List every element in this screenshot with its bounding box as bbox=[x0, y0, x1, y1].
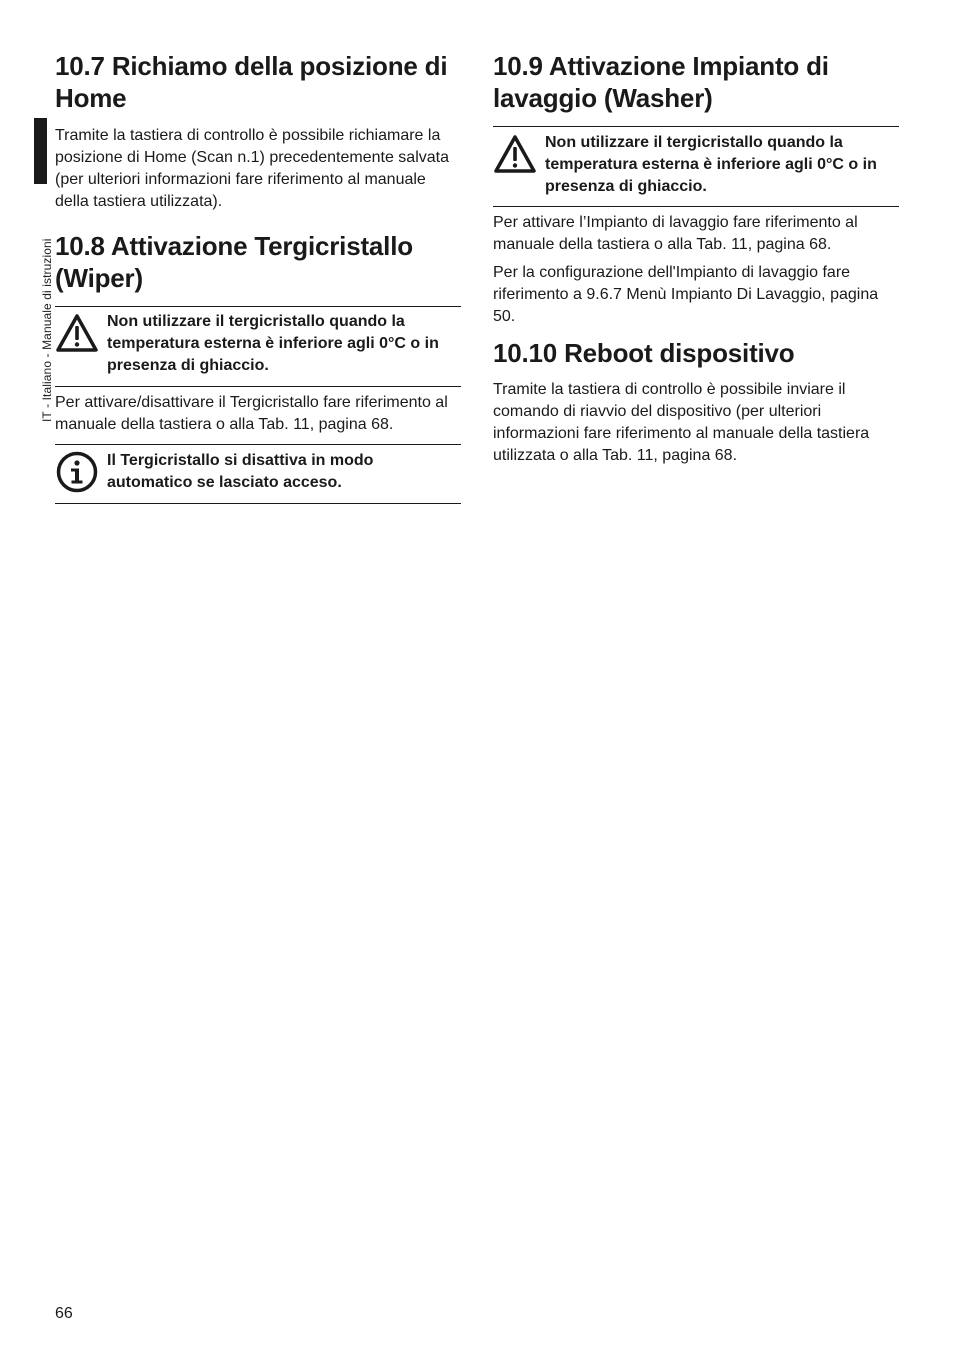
warning-triangle-icon bbox=[55, 311, 99, 355]
info-circle-icon bbox=[55, 450, 99, 494]
section-body-10-9-a: Per attivare l’Impianto di lavaggio fare riferimento al manuale della tastiera o alla Tab. 11, pagina 68. bbox=[493, 214, 858, 253]
section-body-10-8: Per attivare/disattivare il Tergicristallo fare riferimento al manuale della tastiera o alla Tab. 11, pagina 68. bbox=[55, 394, 448, 433]
section-title-10-8: 10.8 Attivazione Tergicristallo (Wiper) bbox=[55, 231, 413, 293]
sidebar-label: IT - Italiano - Manuale di istruzioni bbox=[40, 238, 54, 422]
section-body-10-9-b: Per la configurazione dell'Impianto di lavaggio fare riferimento a 9.6.7 Menù Impianto Di Lavaggio, pagina 50. bbox=[493, 264, 879, 325]
info-notice-10-8 bbox=[55, 444, 461, 504]
section-body-10-10: Tramite la tastiera di controllo è possibile inviare il comando di riavvio del dispositivo (per ulteriori informazioni fare riferimento al manuale della tastiera utilizzata o alla Tab. 11, pagina 68. bbox=[493, 381, 870, 464]
side-tab-marker bbox=[34, 118, 47, 184]
section-title-10-7: 10.7 Richiamo della posizione di Home bbox=[55, 51, 448, 113]
info-text-10-8: Il Tergicristallo si disattiva in modo automatico se lasciato acceso. bbox=[107, 452, 374, 491]
right-column bbox=[493, 50, 899, 467]
section-title-10-9: 10.9 Attivazione Impianto di lavaggio (Washer) bbox=[493, 51, 829, 113]
left-column bbox=[55, 50, 461, 504]
warning-triangle-icon bbox=[493, 132, 537, 176]
warning-notice-10-8 bbox=[55, 306, 461, 387]
warning-text-10-8: Non utilizzare il tergicristallo quando la temperatura esterna è inferiore agli 0°C o in presenza di ghiaccio. bbox=[107, 313, 439, 374]
section-body-10-7: Tramite la tastiera di controllo è possibile richiamare la posizione di Home (Scan n.1) precedentemente salvata (per ulteriori informazioni fare riferimento al manuale della tastiera utilizzata). bbox=[55, 127, 449, 210]
page-number: 66 bbox=[55, 1305, 73, 1322]
warning-notice-10-9 bbox=[493, 126, 899, 207]
warning-text-10-9: Non utilizzare il tergicristallo quando la temperatura esterna è inferiore agli 0°C o in presenza di ghiaccio. bbox=[545, 134, 877, 195]
section-title-10-10: 10.10 Reboot dispositivo bbox=[493, 338, 795, 368]
